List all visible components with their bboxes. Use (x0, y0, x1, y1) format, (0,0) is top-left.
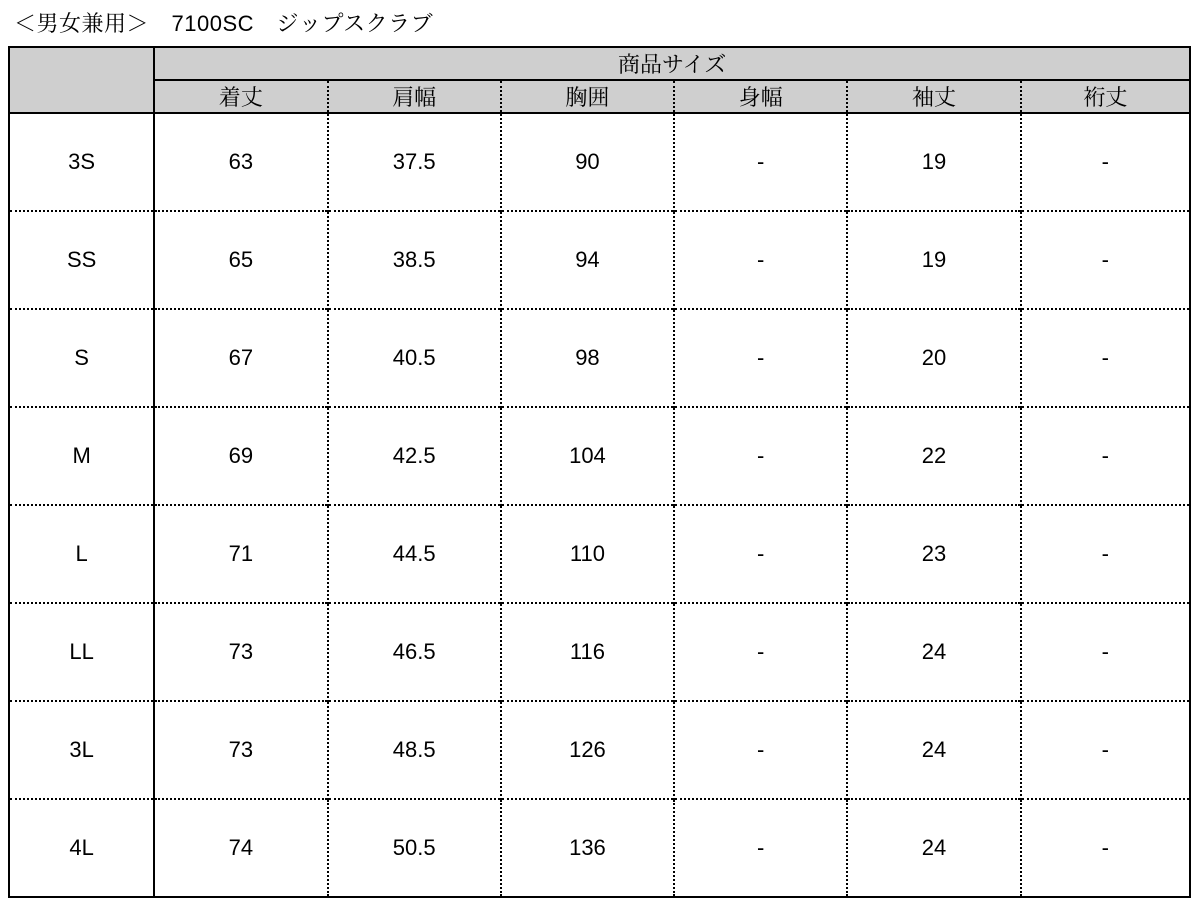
cell-kyoui: 110 (501, 505, 674, 603)
cell-katahaba: 38.5 (328, 211, 501, 309)
cell-yukitake: - (1021, 407, 1190, 505)
product-size-table (8, 46, 1191, 898)
cell-mihaba: - (674, 407, 847, 505)
row-size-label: L (9, 505, 154, 603)
row-size-label: 3L (9, 701, 154, 799)
cell-kitake: 63 (228, 149, 254, 174)
column-header-mihaba: 身幅 (674, 80, 847, 113)
cell-yukitake: - (1021, 505, 1190, 603)
cell-sodetake: 22 (847, 407, 1020, 505)
cell-kitake: 67 (154, 309, 327, 407)
cell-mihaba: - (674, 505, 847, 603)
cell-yukitake: - (1021, 211, 1190, 309)
row-size-label: 3S (9, 113, 154, 211)
cell-kitake: 65 (154, 211, 327, 309)
cell-yukitake: - (1021, 603, 1190, 701)
cell-kitake: 73 (154, 701, 327, 799)
table-row (9, 505, 1190, 603)
cell-kyoui: 94 (501, 211, 674, 309)
cell-kitake: 69 (154, 407, 327, 505)
cell-katahaba: 44.5 (328, 505, 501, 603)
cell-yukitake: - (1021, 113, 1190, 211)
header-group-product-size: 商品サイズ (154, 47, 1190, 80)
cell-katahaba: 42.5 (328, 407, 501, 505)
table-row (9, 407, 1190, 505)
column-header-katahaba: 肩幅 (328, 80, 501, 113)
cell-sodetake: 19 (847, 113, 1020, 211)
cell-katahaba: 40.5 (328, 309, 501, 407)
cell-kyoui: 126 (501, 701, 674, 799)
size-table-container (8, 46, 1191, 898)
cell-yukitake: - (1021, 701, 1190, 799)
table-row (9, 113, 1190, 211)
table-header (9, 47, 1190, 113)
cell-katahaba: 46.5 (328, 603, 501, 701)
cell-sodetake: 24 (847, 603, 1020, 701)
table-row (9, 799, 1190, 897)
table-row (9, 309, 1190, 407)
cell-sodetake: 20 (847, 309, 1020, 407)
cell-sodetake: 19 (847, 211, 1020, 309)
cell-yukitake: - (1021, 309, 1190, 407)
cell-kitake: 71 (154, 505, 327, 603)
table-row (9, 701, 1190, 799)
cell-mihaba: - (674, 701, 847, 799)
column-header-sodetake: 袖丈 (847, 80, 1020, 113)
table-body (9, 113, 1190, 897)
cell-mihaba: - (674, 309, 847, 407)
table-header-group-row (9, 47, 1190, 80)
column-header-yukitake: 裄丈 (1021, 80, 1190, 113)
cell-yukitake: - (1021, 799, 1190, 897)
cell-kyoui: 116 (501, 603, 674, 701)
cell-kitake: 73 (154, 603, 327, 701)
table-row (9, 211, 1190, 309)
row-size-label: S (9, 309, 154, 407)
cell-katahaba: 37.5 (328, 113, 501, 211)
cell-katahaba: 50.5 (328, 799, 501, 897)
column-header-kitake: 着丈 (154, 80, 327, 113)
row-size-label: LL (9, 603, 154, 701)
page-title: ＜男女兼用＞ 7100SC ジップスクラブ (14, 11, 434, 36)
cell-katahaba: 48.5 (328, 701, 501, 799)
table-row (9, 603, 1190, 701)
cell-kyoui: 98 (501, 309, 674, 407)
header-corner-cell (9, 47, 154, 113)
cell-sodetake: 23 (847, 505, 1020, 603)
row-size-label: SS (9, 211, 154, 309)
cell-kyoui: 136 (501, 799, 674, 897)
column-header-kyoui: 胸囲 (501, 80, 674, 113)
cell-sodetake: 24 (847, 701, 1020, 799)
row-size-label: 4L (9, 799, 154, 897)
row-size-label: M (9, 407, 154, 505)
cell-kyoui: 104 (501, 407, 674, 505)
cell-mihaba: - (674, 799, 847, 897)
cell-sodetake: 24 (847, 799, 1020, 897)
table-header-columns-row (9, 80, 1190, 113)
cell-kitake: 74 (154, 799, 327, 897)
cell-kyoui: 90 (501, 113, 674, 211)
cell-mihaba: - (674, 603, 847, 701)
cell-mihaba: - (674, 113, 847, 211)
cell-mihaba: - (674, 211, 847, 309)
